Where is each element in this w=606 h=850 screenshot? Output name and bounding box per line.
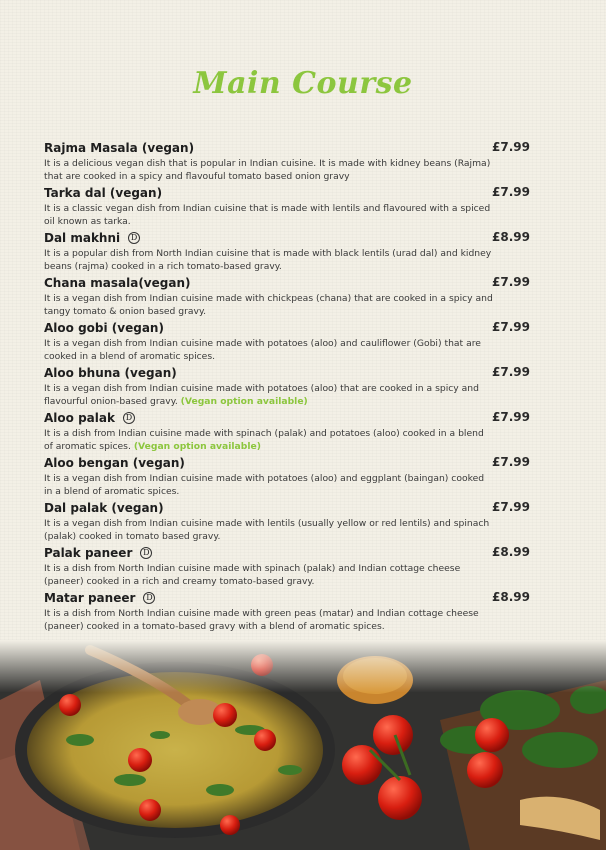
- menu-item: [44, 453, 534, 498]
- dish-name: Aloo gobi (vegan): [44, 320, 164, 335]
- dish-price: £7.99: [492, 500, 530, 514]
- menu-item-header: [44, 228, 534, 247]
- dish-name: Rajma Masala (vegan): [44, 140, 195, 155]
- dish-description-text: It is a delicious vegan dish that is popular in Indian cuisine. It is made with kidney beans (Rajma) that are cooked in a spicy and flavouful tomato based onion gravy: [44, 158, 491, 182]
- dish-price: £8.99: [492, 590, 530, 604]
- dish-description: [44, 382, 534, 408]
- page-title: Main Course: [193, 66, 413, 101]
- dairy-badge-icon: D: [123, 412, 135, 424]
- menu-item-header: [44, 183, 534, 202]
- menu-item: [44, 183, 534, 228]
- dish-description-text: It is a vegan dish from Indian cuisine made with chickpeas (chana) that are cooked in a spicy and tangy tomato & onion based gravy.: [44, 293, 493, 317]
- menu-item-header: [44, 453, 534, 472]
- dish-name: Matar paneer: [44, 590, 136, 605]
- menu-item: [44, 138, 534, 183]
- dish-name: Tarka dal (vegan): [44, 185, 163, 200]
- dish-description: [44, 157, 534, 183]
- dish-description: [44, 607, 534, 633]
- dish-price: £7.99: [492, 410, 530, 424]
- menu-item: [44, 318, 534, 363]
- dish-description-text: It is a dish from North Indian cuisine made with spinach (palak) and Indian cottage cheese (paneer) cooked in a rich and creamy tomato-based gravy.: [44, 563, 461, 587]
- dish-description: [44, 337, 534, 363]
- dish-description-text: It is a classic vegan dish from Indian cuisine that is made with lentils and flavoured with a spiced oil known as tarka.: [44, 203, 491, 227]
- dish-name: Dal makhni: [44, 230, 121, 245]
- dish-description-text: It is a vegan dish from Indian cuisine made with potatoes (aloo) and eggplant (baingan) cooked in a blend of aromatic spices.: [44, 473, 485, 497]
- menu-item: [44, 408, 534, 453]
- menu-item-header: [44, 498, 534, 517]
- menu-item-header: [44, 363, 534, 382]
- dish-price: £7.99: [492, 275, 530, 289]
- dish-name: Palak paneer: [44, 545, 133, 560]
- dish-description: [44, 562, 534, 588]
- menu-item-header: [44, 138, 534, 157]
- menu-item: [44, 588, 534, 633]
- dish-description: [44, 427, 534, 453]
- food-photo: [0, 640, 606, 850]
- dish-price: £7.99: [492, 455, 530, 469]
- dairy-badge-icon: D: [143, 592, 155, 604]
- dish-name: Aloo palak: [44, 410, 115, 425]
- menu-list: [44, 138, 534, 633]
- dish-description-text: It is a dish from Indian cuisine made with spinach (palak) and potatoes (aloo) cooked in a blend of aromatic spices.: [44, 428, 484, 452]
- dish-name: Chana masala(vegan): [44, 275, 191, 290]
- menu-item-header: [44, 273, 534, 292]
- dish-name: Aloo bhuna (vegan): [44, 365, 177, 380]
- menu-item-header: [44, 588, 534, 607]
- food-photo-icon: [0, 640, 606, 850]
- dish-description-text: It is a vegan dish from Indian cuisine made with potatoes (aloo) that are cooked in a spicy and flavourful onion-based gravy.: [44, 383, 479, 407]
- dish-price: £7.99: [492, 185, 530, 199]
- dish-price: £8.99: [492, 230, 530, 244]
- dish-description: [44, 517, 534, 543]
- dish-description: [44, 292, 534, 318]
- dish-description-text: It is a popular dish from North Indian cuisine that is made with black lentils (urad dal) and kidney beans (rajma) cooked in a rich tomato-based gravy.: [44, 248, 492, 272]
- dish-description: [44, 472, 534, 498]
- dish-price: £7.99: [492, 365, 530, 379]
- dish-price: £7.99: [492, 320, 530, 334]
- dish-description-text: It is a vegan dish from Indian cuisine made with lentils (usually yellow or red lentils) and spinach (palak) cooked in tomato based gravy.: [44, 518, 490, 542]
- menu-item-header: [44, 543, 534, 562]
- dairy-badge-icon: D: [128, 232, 140, 244]
- dish-price: £8.99: [492, 545, 530, 559]
- menu-item: [44, 273, 534, 318]
- dish-description: [44, 247, 534, 273]
- menu-item: [44, 363, 534, 408]
- menu-item-header: [44, 318, 534, 337]
- menu-item: [44, 543, 534, 588]
- dish-description-text: It is a dish from North Indian cuisine made with green peas (matar) and Indian cottage cheese (paneer) cooked in a tomato-based gravy with a blend of aromatic spices.: [44, 608, 479, 632]
- dish-description: [44, 202, 534, 228]
- dish-price: £7.99: [492, 140, 530, 154]
- dairy-badge-icon: D: [140, 547, 152, 559]
- vegan-option-note: (Vegan option available): [133, 441, 261, 452]
- menu-item: [44, 228, 534, 273]
- dish-name: Aloo bengan (vegan): [44, 455, 185, 470]
- menu-item-header: [44, 408, 534, 427]
- dish-description-text: It is a vegan dish from Indian cuisine made with potatoes (aloo) and cauliflower (Gobi) that are cooked in a blend of aromatic spices.: [44, 338, 481, 362]
- menu-item: [44, 498, 534, 543]
- vegan-option-note: (Vegan option available): [180, 396, 308, 407]
- dish-name: Dal palak (vegan): [44, 500, 164, 515]
